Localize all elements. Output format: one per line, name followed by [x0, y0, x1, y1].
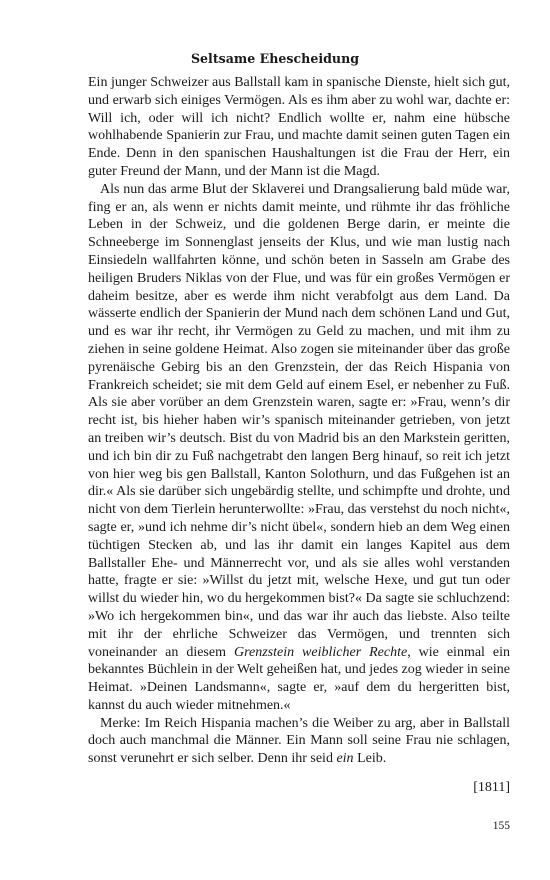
text-run: , wie einmal ein bekanntes Büchlein in der Welt geheißen hat, und jedes zog wieder in seine Heimat. »Deinen Landsmann«, sagte er, »auf dem du hergeritten bist, kannst du auch wieder mitnehmen.« [88, 644, 510, 713]
page-number: 155 [492, 820, 510, 832]
paragraph-3 [88, 715, 510, 768]
text-run: Merke: Im Reich Hispania machen’s die Weiber zu arg, aber in Ballstall doch auch manchmal die Männer. Ein Mann soll seine Frau nie schlagen, sonst verunehrt er sich selber. Denn ihr seid [88, 715, 510, 767]
italic-text: ein [336, 751, 354, 767]
text-run: Ein junger Schweizer aus Ballstall kam in spanische Dienste, hielt sich gut, und erwarb sich einiges Vermögen. Als es ihm aber zu wohl war, dachte er: Will ich, oder will ich nicht? Endlich wollte er, nahm eine hübsche wohlhabende Spanierin zur Frau, und machte damit seinen guten Tagen ein Ende. Denn in den spanischen Haushaltungen ist die Frau der Herr, ein guter Freund der Mann, und der Mann ist die Magd. [88, 75, 510, 179]
paragraph-1 [88, 74, 510, 181]
publication-year: [1811] [473, 780, 510, 795]
text-run: Leib. [353, 751, 387, 767]
paragraph-2 [88, 181, 510, 715]
story-title: Seltsame Ehescheidung [190, 51, 360, 66]
text-run: Als nun das arme Blut der Sklaverei und Drangsalierung bald müde war, fing er an, als wenn er nichts damit meinte, und rühmte ihr das fröhliche Leben in der Schweiz, und die goldenen Berge darin, er meinte die Schneeberge im Sonnenglast jenseits der Klus, und wie man lustig nach Einsiedeln wallfahrten könne, und schön beten in Sasseln am Grabe des heiligen Bruders Niklas von der Flue, und was für ein großes Vermögen er daheim besitze, aber es werde ihm nicht verabfolgt aus dem Land. Da wässerte endlich der Spanierin der Mund nach dem schönen Land und Gut, und es war ihr recht, ihr Vermögen zu Geld zu machen, und mit ihm zu ziehen in seine goldene Heimat. Also zogen sie miteinander über das große pyrenäische Gebirg bis an den Grenzstein, der das Reich Hispania von Frankreich scheidet; sie mit dem Geld auf einem Esel, er nebenher zu Fuß. Als sie aber vorüber an dem Grenzstein waren, sagte er: »Frau, wenn’s dir recht ist, bis hieher haben wir’s spanisch miteinander getrieben, von jetzt an treiben wir’s deutsch. Bist du von Madrid bis an den Markstein geritten, und ich bin dir zu Fuß nachgetrabt den langen Berg hinauf, so reit ich jetzt von hier weg bis gen Ballstall, Kanton Solothurn, und das Fußgehen ist an dir.« Als sie darüber sich ungebärdig stellte, und schimpfte und drohte, und nicht von dem Tierlein herunterwollte: »Frau, das verstehst du noch nicht«, sagte er, »und ich nehme dir’s nicht übel«, sondern hieb an dem Weg einen tüchtigen Stecken ab, und las ihr damit ein langes Kapitel aus dem Ballstaller Ehe- und Männerrecht vor, und als sie alles wohl verstanden hatte, fragte er sie: »Willst du jetzt mit, welsche Hexe, und gut tun oder willst du wieder hin, wo du hergekommen bist?« Da sagte sie schluchzend: »Wo ich hergekommen bin«, und das war ihr auch das liebste. Also teilte mit ihr der ehrliche Schweizer das Vermögen, und trennten sich voneinander an diesem [88, 181, 510, 660]
story-body [88, 74, 510, 768]
italic-text: Grenzstein weiblicher Rechte [233, 644, 408, 660]
